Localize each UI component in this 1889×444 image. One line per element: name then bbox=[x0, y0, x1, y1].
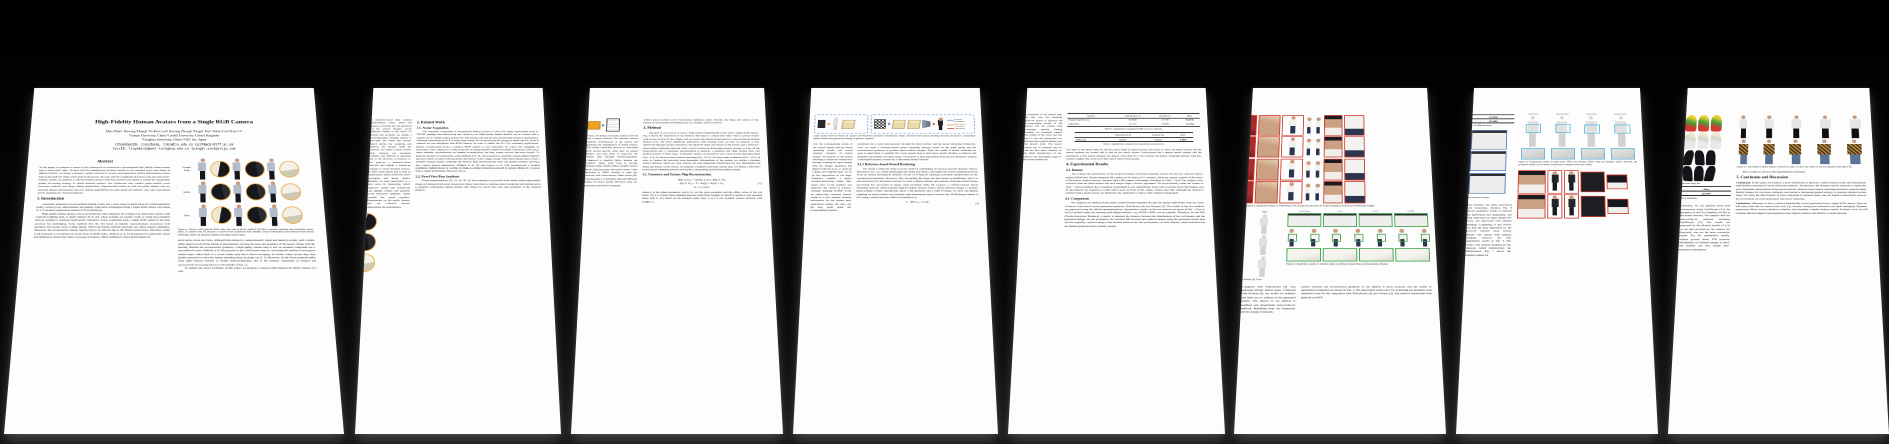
figure-thumb bbox=[1305, 117, 1313, 133]
table-1-header-videoavatar: VideoAvatar [4] bbox=[1124, 114, 1141, 118]
page-7-main-column bbox=[1516, 113, 1641, 257]
table-3-value-fragment: 15.1284 bbox=[1488, 119, 1498, 123]
equation-2 bbox=[856, 201, 979, 205]
figure-thumb bbox=[1287, 213, 1321, 227]
arrow-icon bbox=[932, 123, 935, 126]
figure-thumb bbox=[1246, 137, 1257, 158]
page-5-cut-column bbox=[1020, 113, 1063, 228]
pose-map-thumb bbox=[1684, 132, 1696, 149]
figure-thumb bbox=[1344, 137, 1365, 158]
mesh-figure bbox=[1256, 256, 1269, 277]
novel-view-pose-paragraph: Neural representations [22, 24, 26, 39, 41] have emerged as powerful tools which render high-quality images of humans from novel viewpoints. Many work tried to combine neural rendering with human priors to generate controllable human images and videos for novel view and pose synthesis of the captured subjects. bbox=[415, 179, 541, 192]
figure-thumb bbox=[1470, 151, 1507, 171]
table-2-caption: Table 2. Quantitative comparison of geometry reconstruction. bbox=[1103, 142, 1165, 146]
figure-6-ablation-grid bbox=[1286, 210, 1432, 281]
avatar-thumbnail bbox=[268, 204, 281, 227]
figure-thumb bbox=[1607, 199, 1629, 214]
neural-rendering-panel bbox=[871, 114, 976, 133]
figure-thumb bbox=[1331, 228, 1340, 247]
legend-label: Forward Propagation bbox=[954, 118, 965, 123]
figure-thumb bbox=[1359, 248, 1394, 262]
zoom-circle bbox=[245, 183, 266, 200]
avatar-acquisition-subheading: 2.1. Avatar Acquisition bbox=[416, 126, 449, 130]
zoom-circle bbox=[210, 161, 230, 178]
page-4-main-column bbox=[856, 143, 979, 212]
silhouette-row bbox=[1682, 166, 1731, 181]
figure-thumb bbox=[1279, 181, 1302, 203]
page-1-right-column bbox=[178, 157, 317, 273]
figure-thumb bbox=[1580, 148, 1604, 159]
figure-thumb bbox=[1324, 137, 1343, 158]
feature-cube bbox=[907, 120, 921, 129]
mesh-figure bbox=[832, 117, 840, 131]
avatar-thumbnail bbox=[1763, 115, 1775, 138]
figure-1-row-label: Ours bbox=[184, 213, 190, 217]
arrow-icon bbox=[602, 124, 605, 127]
page-2-cut-text: a reference-based fully textured high-fidelity avatar where the person is moving and the geometry of the person changes across different frames of the video. To handle this problem, we design a pose-dependent dynamic surface to decouple the shape and texture, which guides the rendering and relieves the burden. With the network, we obtain a sharp texture map. Textures are extremely complex and difficult to represent due to the diversity of textures, so we propose a reference-based network and exploit a bottom-up strategy to obtain detailed textures. It fuses observations and is used as supervision, which avoids the direct averaging and keeps details. Besides, we map supervision to a new space by sharpening, which improves clarity. Our framework can animate avatars and generate novel view/pose synthesis, which benefits the whole pipeline. Experiments on the public dataset and our collected dataset demonstrate the performance. bbox=[366, 118, 412, 209]
figure-thumb bbox=[1243, 181, 1254, 203]
pose-map-row-light bbox=[1684, 132, 1732, 149]
pose-map-thumb bbox=[1698, 115, 1710, 131]
page-3-main-column bbox=[642, 119, 763, 204]
page-2-cut-figure bbox=[364, 213, 410, 272]
figure-thumb bbox=[1304, 183, 1312, 201]
column-label: N-USM bbox=[1407, 210, 1415, 213]
figure-1-row-label: SOTA bbox=[183, 190, 191, 194]
dancer-silhouette bbox=[1694, 150, 1704, 165]
pose-map-thumb bbox=[1697, 132, 1709, 149]
figure-thumb bbox=[1581, 196, 1606, 217]
affiliation-line-1: ¹Tianjin University, China ²Cardiff University, United Kingdom bbox=[128, 133, 220, 138]
page-8[interactable] bbox=[1668, 88, 1889, 434]
page-7[interactable] bbox=[1456, 88, 1658, 434]
figure-1-caption: Figure 1. Given a self-captured RGB video, the state-of-the-art method [2] fails to produce seamless and reasonable texture maps. To address this, we propose a coarse-to-fine framework with dynamic surface deformation and reference-based neural rendering, which can generate seamless and sharp texture maps. bbox=[178, 227, 314, 237]
avatar-thumbnail bbox=[197, 181, 209, 203]
page-3-cut-figure bbox=[588, 119, 639, 132]
figure-thumb bbox=[1344, 158, 1365, 180]
column-label: Input Image bbox=[1299, 210, 1310, 213]
table-1-header-ours: Ours bbox=[1187, 114, 1192, 118]
zoom-circle bbox=[244, 161, 265, 178]
page-6[interactable] bbox=[1234, 88, 1446, 434]
page-4-paragraph-2: We obtain a relatively shape-accurate mesh by establishing an instance-specific dynamic surface function in Sec. 3.1, which disentangles the shape and texture, and makes the neural rendering network focus on texture information. Besides, we get a UV-map by adopting barycentric interpolation on the reconstructed geometry. However, only decoupling the shape and the texture is insufficient, and it is still non-trivial for the neural network to learn complex textures and patterns. Reference-based image processing has succeeded in image super-resolution [43]. We propose a reference-based neural rendering network, which transfers high-resolution textures from a given reference image, to produce photo-realistic results. Specifically, given a 3D geometry and a valid UV-map, we carry out bilinear sampling on neural texture and translate high-dimensional neural textures into RGB images similar to [41] using a neural network which is formulated as: bbox=[856, 167, 979, 199]
table-row: SelfieVideo 23.7101 16.3087 15.1284 bbox=[1067, 122, 1200, 126]
page-8-cut-text: Therefore, we can generate novel pose rasterization using StylePeople [11]; the geometry is used for sampling and fed to the neural network. We compare with the state-of-the-art methods including StylePeople [11]. The results are generated by the released models of [11] on our data provided by the authors. As illustrated, ours are the most reasonable results. For the quantitative results, without ground truths, FID between distributions of rendered images is used. Our method can also enable free-viewpoint rasterization. bbox=[1678, 204, 1731, 251]
avatar-thumbnail bbox=[1787, 139, 1804, 164]
avatar-thumbnail bbox=[1761, 139, 1776, 164]
zoom-circle bbox=[278, 161, 299, 178]
related-work-heading: 2. Related Work bbox=[416, 120, 445, 125]
table-1-header-dataset: Dataset bbox=[1087, 114, 1095, 118]
avatar-thumbnail bbox=[232, 181, 244, 203]
page-5[interactable] bbox=[1008, 88, 1225, 434]
table-4-header-fragment: Ours bbox=[1682, 188, 1731, 192]
table-1-caption: Table 1. Quantitative comparison (FID ↓) on two datasets. bbox=[1104, 127, 1163, 130]
comparison-paragraph: We compare our method on the public dataset People-Snapshot [4] and our dataset SelfieVideo with two state-of-the-art video-based avatar generation methods, VideoAvatar [4] and Octopus [2]. The results of the two methods are generated using the official implementations. Quantitative results on the two datasets are given in Tab 1. Due to lack of ground truths, the existing pixel-aligned metrics, e.g., PSNR, LPIPS, are not suitable. Therefore, we use FID (Fréchet Inception Distance), a metric to measure the distance between the distributions of the real images and the generated images, for our evaluation. We calculate FID between the rendered images using the generated texture map and the originally captured images. Our method achieves the best performance on both datasets, which indicates that our method generates more realistic results. bbox=[1064, 201, 1206, 228]
figure-4-comparison-grid bbox=[1246, 115, 1427, 207]
figure-1-row-sota bbox=[178, 181, 312, 203]
figure-thumb bbox=[1314, 139, 1322, 156]
avatar-thumbnail bbox=[231, 158, 243, 180]
avatar-thumbnail bbox=[267, 181, 280, 203]
figure-8 bbox=[1518, 113, 1637, 166]
table-2-header-ours: Ours bbox=[1180, 133, 1186, 137]
table-3-caption-fragment: y on different super- bbox=[1471, 124, 1493, 127]
figure-thumb bbox=[1395, 248, 1430, 262]
zoom-circle bbox=[364, 233, 377, 251]
figure-thumb bbox=[1287, 228, 1297, 247]
figure-thumb bbox=[1247, 115, 1257, 135]
figure-11-caption: Figure 11. The results of shape editing. From left to right, we show the results of person changing from thin to fat. bbox=[1736, 165, 1853, 169]
figure-thumb bbox=[1547, 170, 1562, 193]
email-line-2: {zzr18, liuyebin}@mail.tsinghua.edu.cn {yingdi.xie}@vrcjp.com bbox=[112, 146, 236, 151]
conclusion-bold-label: Conclusion. bbox=[1736, 181, 1751, 185]
mesh-figure bbox=[1583, 116, 1600, 148]
page-6-text-right: surface network, the reconstructed geometry of our method is more accurate, and the results of quantitative evaluation are shown in Tab. 2. We adopt mean vertex error for evaluating the geometry with registered scans for the comparison with VideoAvatar [4] and Octopus [2]. Our method outperforms both methods on MVE. bbox=[1300, 284, 1432, 300]
figure-thumb bbox=[1564, 170, 1579, 193]
figure-thumb bbox=[1244, 158, 1255, 180]
zoom-circle bbox=[210, 183, 231, 200]
figure-thumb bbox=[1314, 183, 1322, 201]
authors-line: Hao Zhao¹ Jinsong Zhang¹ Yu-Kun Lai² Zerong Zheng³ Yingdi Xie⁴ Yebin Liu³ Kun Li¹ bbox=[105, 129, 243, 133]
figure-thumb bbox=[1547, 194, 1562, 218]
conclusion-heading: 5. Conclusion and Discussion bbox=[1736, 176, 1789, 180]
limitations-paragraph: Limitations. Although we have achieved high-fidelity avatar generation from a single RGB camera, there are still some cases that we cannot solve well, e.g., dresses, wrong pose estimation and depth ambiguity. Dynamic appearance effects, such as shadows, wrinkles, and extremely complex textures remain. In future work, we will combine efficient implicit representations, like implicit surfaces and NeRFs, to break through. bbox=[1735, 201, 1868, 215]
method-paragraph: The goal of our work is to create a fully textured high-fidelity avatar from a single RGB camera. Fig. 2 shows the framework of our method. The input is a monocular video where a person rotates with A-pose in front of the camera, and we extract the human foreground by a state-of-the-art matting method [15]. The most significant differences with existing work are that we propose a self-supervised dynamic surface network to decouple the shape and texture of the person, and a reference-based neural rendering network with a novel bottom-up sharpening-guided strategy to fuse all the observations into a consistent representation to generate a seamless and sharp texture map. Our method consists of three steps: 1) dynamic surface reconstruction and coarse texture map generation (Sec. 3.1); 2) reference-based neural rendering (Sec. 3.2.1); 3) texture map refinement (Sec. 3.2.2). In order to capture the non-rigid pose-dependent deformations of the person, we design a dynamic surface function, which not only captures the pose-dependent deformation but also disentangles the shape and texture of the person. To generate a seamless and sharp texture map, we design a reference-based neural rendering network and exploit a sharpening-guided fine-tuning strategy. bbox=[642, 131, 761, 172]
offset-label: Static Offset bbox=[1586, 113, 1597, 116]
figure-thumb bbox=[1606, 174, 1627, 189]
figure-1 bbox=[178, 158, 313, 226]
figure-thumb bbox=[1344, 115, 1364, 135]
arrow-icon bbox=[888, 123, 891, 126]
figure-thumb bbox=[1521, 148, 1545, 159]
legend-line-red bbox=[947, 128, 954, 129]
geometry-texture-subheading: 3.1. Geometry and Texture Map Reconstruction bbox=[642, 173, 712, 177]
figure-2-caption: namic surface network which can capture pose-dependent geometric deformations. Right: reference-based neural rendering network and exploit a sharpening-guided texture map generation strategy to generate seamless bbox=[813, 134, 976, 140]
feature-cube bbox=[841, 120, 855, 129]
avatar-thumbnail bbox=[197, 158, 209, 180]
table-2-header-octopus: Octopus [2] bbox=[1151, 133, 1164, 137]
dancer-silhouette bbox=[1682, 150, 1695, 165]
neural-texture-block bbox=[874, 119, 886, 129]
figure-thumb bbox=[1323, 158, 1342, 180]
reference-rendering-subheading: 3.2.1 Reference-based Neural Rendering bbox=[857, 163, 915, 167]
zoom-circle bbox=[280, 183, 301, 200]
silhouette-row bbox=[1683, 150, 1732, 165]
mesh-figure bbox=[1554, 116, 1569, 148]
figure-thumb bbox=[1323, 181, 1342, 203]
figure-thumb bbox=[1256, 158, 1279, 180]
avatar-thumbnail bbox=[1847, 115, 1864, 138]
citation: [2] bbox=[1168, 114, 1172, 118]
figure-2-legend bbox=[947, 118, 972, 129]
figure-thumb bbox=[1610, 148, 1634, 159]
figure-thumb bbox=[1257, 137, 1280, 158]
avatar-thumbnail bbox=[197, 204, 209, 227]
figure-8-labels bbox=[1519, 113, 1634, 115]
legend-item bbox=[947, 123, 972, 127]
figure-1-row-ground-truth bbox=[178, 158, 310, 180]
figure-9-grid bbox=[1517, 170, 1640, 218]
pipeline-block bbox=[606, 119, 620, 132]
comparison-subheading: 4.2. Comparison bbox=[1065, 197, 1090, 201]
table-row: People-Snapshot [4] 39.5940 27.7767 26.4135 bbox=[1068, 118, 1194, 122]
figure-6-column-labels bbox=[1288, 210, 1428, 212]
experiments-heading: 4. Experimental Results bbox=[1066, 162, 1109, 167]
page-8-main-column bbox=[1735, 114, 1870, 251]
paper-title: High-Fidelity Human Avatars from a Single RGB Camera bbox=[94, 118, 254, 125]
page-2-main-column bbox=[413, 119, 545, 272]
mesh-figure bbox=[1258, 214, 1270, 234]
pipeline-block bbox=[588, 121, 601, 129]
legend-item bbox=[947, 128, 972, 130]
figure-thumb bbox=[1315, 117, 1323, 133]
page-1-left-column bbox=[31, 157, 170, 273]
dataset-paragraph: We evaluate the performance of the proposed method on People-Snapshot dataset [4] and our collected dataset named SelfieVideo. People-Snapshot [4] consists of 24 videos of 11 subjects, while our dataset consists of 80 videos of 80 diverse clothed persons, captured with a HD-camera with image resolution of 2160 × 1216. The subjects were collected from the talent market and each subject signs a license agreement. We proportionally resize the frames to 1024 × 1024 resolution due to memory requirement in our experiments. Each video contains about 300 frames, and all the subjects are required to rotate with A-pose in front of the camera. Please note that, although the dataset is captured with a green screen, our method is also applicable to videos with ordinary backgrounds. bbox=[1065, 172, 1204, 195]
figure-thumb bbox=[1309, 228, 1318, 247]
figure-7-jacket-column bbox=[1469, 130, 1514, 194]
limitations-bold-label: Limitations. bbox=[1735, 201, 1752, 205]
page-3[interactable] bbox=[571, 88, 783, 434]
equation-1-number: (1) bbox=[758, 181, 762, 185]
avatar-thumbnail bbox=[233, 204, 245, 227]
table-2 bbox=[1075, 132, 1193, 142]
figure-2-pipeline bbox=[814, 114, 976, 139]
pose-map-row bbox=[1685, 115, 1733, 131]
mesh-figure bbox=[1613, 116, 1630, 148]
equation-1 bbox=[642, 178, 762, 189]
figure-thumb bbox=[1323, 248, 1358, 262]
figure-thumb bbox=[1469, 173, 1506, 194]
figure-thumb bbox=[1304, 161, 1312, 178]
column-label: Local bbox=[1337, 210, 1343, 213]
dataset-subheading: 4.1. Dataset bbox=[1065, 168, 1083, 172]
pose-map-thumb bbox=[1685, 115, 1697, 131]
page-5-cut-text: coordinates of the texture map. In this way, the rendering network learns to generate the corresponding details of the person and the texture map converges quickly. During training, we randomly sample the frames of the video and use the L1 loss and perceptual loss between the rendered images and the ground truth. The neural texture has 16 channels and we take the first three channels as the RGB initialization of the map for the fine-tuning stage of the whole framework. bbox=[1023, 113, 1063, 162]
page-2[interactable] bbox=[355, 88, 561, 434]
email-line-1: {zhaohao120, jinszhang, lik}@tju.edu.cn LaiY4@cardiff.ac.uk bbox=[114, 142, 234, 146]
pose-map-thumb bbox=[1711, 115, 1723, 131]
figure-thumb bbox=[1551, 148, 1575, 159]
page-4[interactable] bbox=[793, 88, 998, 434]
zoom-circle bbox=[364, 213, 378, 231]
dancer-silhouette bbox=[1706, 150, 1716, 165]
intro-paragraph-1: Automatic generation of personalized human avatars has a wide range of applications in virtual/augmented reality, virtual try-on, entertainment and gaming. Especially technologies using a single RGB camera will enable To C (customer) applications instead of To B (business). bbox=[35, 202, 171, 212]
figure-5-caption-fragment: oAvatar [4], Octo- bbox=[1242, 277, 1263, 282]
table-1 bbox=[1067, 113, 1200, 126]
table-row: MVE (cm) 5.8103 6.5244 4.4547 bbox=[1075, 137, 1193, 142]
figure-thumb bbox=[1420, 228, 1430, 247]
figure-thumb bbox=[1255, 181, 1279, 203]
page-1-col2-paragraph-2: To address the above problems, in this paper, we propose a coarse-to-fine framework which consists of a self- bbox=[178, 266, 317, 274]
figure-thumb bbox=[1353, 228, 1362, 247]
figure-thumb bbox=[1359, 213, 1393, 227]
figure-thumb bbox=[1282, 115, 1304, 135]
mesh-figure bbox=[1525, 116, 1541, 148]
figure-thumb bbox=[1394, 213, 1428, 227]
method-paragraph-2: where β is the shape parameter, and θ, D₀ are the pose parameter and the offset vector of the i-th frame. W(·) is a linear blend skinning function with blend weights W which is applied to the morphed shape T(β, θ, D₀) based on the skeleton joints J(β). f_ω(·) is our dynamic surface network with weights ω. bbox=[641, 190, 763, 204]
figure-11-shape-editing bbox=[1737, 115, 1866, 168]
figure-thumb bbox=[1344, 181, 1365, 203]
page-1[interactable] bbox=[4, 88, 344, 434]
page-1-col2-paragraph-1: each vertex across the video. Although this method is computationally cheap and memory-saving, such a single offset shared across all the frames is unreasonable, because the pose and geometry of the person change with the moving. Besides the reconstructed geometry, a high-quality texture map is also an essential component for a personalized avatar. Alldieck et al. [4] proposed to get a full texture map by calculating the median of unwrapped texture maps, which leads to a coarse texture map due to direct averaging. To obtain a sharp texture map, they further proposed to solve the texture stitching based on graph cut [2, 3]. However, all the above methods suffer from either blurred textures or texture artifacts/mistakes, due to the intrinsic complexity of textures and unreasonable processing (shown in the middle of Fig. 1). bbox=[178, 238, 317, 266]
page-3-cut-text: avatar, we design a dynamic surface network and a neural renderer. The dynamic surface captures deformations of the person and generates the initialization of neural texture. The neural rendering network is fine-tuned with several epochs. After that, we render images and take them to supervise the texture map through back-propagation. Compared to implicit fields, meshes are compact. Many work tried to recover humans using a multi-camera system. Neural Body [29] proposed structured latent codes anchored to SMPL vertices to infer the network with observations. Other works [28, 34] proposed a consistency between different frames for better results. However, they are expensive and hard to maintain. bbox=[584, 134, 639, 187]
avatar-thumbnail bbox=[265, 158, 277, 180]
figure-thumb bbox=[1564, 194, 1579, 218]
figure-caption-fragment: persons using the bbox=[1682, 181, 1701, 185]
legend-line-blue bbox=[947, 120, 954, 121]
figure-thumb bbox=[1518, 170, 1546, 193]
legend-line-orange bbox=[947, 125, 954, 126]
avatar-thumbnail bbox=[1737, 115, 1748, 138]
equation-1-line-2: T(β, θ, D₀) = T̄ + Bₛ(β) + Bₚ(θ) + D₀, bbox=[679, 181, 725, 185]
table-3-fragment bbox=[1472, 114, 1514, 123]
legend-label: Data Copy in Generation bbox=[954, 122, 966, 128]
arrow-icon bbox=[827, 123, 830, 126]
figure-thumb bbox=[1517, 194, 1546, 218]
figure-thumb bbox=[1397, 228, 1407, 247]
figure-thumb bbox=[1280, 158, 1303, 180]
equation-2-number: (2) bbox=[975, 201, 979, 205]
figure-thumb bbox=[1323, 213, 1357, 227]
table-4-fragment bbox=[1682, 186, 1731, 196]
page-2-cut-column bbox=[364, 119, 412, 272]
conclusion-paragraph: Conclusion. In this paper, we propose a novel framework to generate a fully-textured avatar and demonstrate high-fidelity rendering for novel view/pose synthesis. We introduce the dynamic surface network to capture the pose-dependent deformations of the person and the reference-based neural rendering network to generate high-fidelity images for view/pose synthesis, and exploit a sharpening-guided strategy to generate detailed texture maps. We study the effectiveness of each component in ablation study, and our method outperforms state-of-the-art methods on avatar generation and neural rendering. bbox=[1735, 181, 1867, 201]
figure-thumb bbox=[1324, 115, 1343, 135]
citation: [4] bbox=[1137, 114, 1141, 118]
figure-thumb bbox=[1314, 161, 1322, 178]
equation-2-line: I = R(T, Iₛₘ, I_ref), bbox=[905, 200, 930, 204]
page-3-cut-column bbox=[584, 119, 639, 204]
more-results-line: More results are given in the supplementary materials. bbox=[1742, 170, 1806, 174]
rendered-person bbox=[937, 117, 945, 131]
figure-1-row-label: Ground Truth bbox=[182, 166, 191, 172]
zoom-circle bbox=[281, 207, 303, 224]
figure-7-caption-fragment: on reference branch bbox=[1468, 195, 1489, 199]
figure-5-ours-label: Ours bbox=[1262, 210, 1268, 214]
figure-thumb bbox=[1258, 115, 1281, 135]
figure-4-caption: Figure 4. Qualitative results of VideoAvatar [4], Octopus [2] and ours on People-Snapshot [4] (left) and SelfieVideo (right). bbox=[1246, 203, 1375, 207]
avatar-thumbnail bbox=[1815, 139, 1834, 164]
method-heading: 3. Method bbox=[643, 126, 661, 131]
avatar-thumbnail bbox=[1737, 139, 1750, 164]
avatar-thumbnail bbox=[1790, 115, 1804, 138]
figure-thumb bbox=[1580, 171, 1605, 191]
related-work-paragraph: The automatic acquisition of personalized human avatars is critical for many applications such as VR/AR, gaming, teleconferencing and virtual try-on. High-quality human models can be created with a scanner [1] or a multi-camera system [37, 38], but the cost and the size prevent their practical applications. Although some methods [8, 47] obtain high-quality 3D reconstruction by relying on depth sensors, RGB-D cameras are less ubiquitous than RGB cameras. In order to enable the To C (to customer) applications, human reconstruction from a common RGB camera is very important. To reduce the ambiguity in monocular cases, Zheng et al. [46] proposed an image-guided volume-to-volume translation CNN and a dense semantic representation for human reconstruction, but they cannot recover fine-scale details. To generate detailed reconstruction, some methods [33, 36, 45] proposed to establish a pixel-aligned implicit function which can infer both geometry and texture from a single image. They learn human priors from a synthetic human dataset. Although the implicit field representations used can handle arbitrary topology, they cannot support animations. Alldieck et al. [5] and Lazova et al. [18] reconstructed a detailed parametric human model by solving an image-to-image translation problem to regress offsets in UV-space from a single RGB image. However, the re- bbox=[415, 130, 541, 173]
dancer-silhouette bbox=[1703, 166, 1716, 181]
page-4-cut-text: low the corresponding pixels of the warped image with the neural rendering results and neural renderer channels of neural texture. We propose to use neural rendering to refine the texture map through warping the input images with the images generated and aligned with the pose, to generate a sharp and complete map. To set up the supervision in the high-frequency domain, a sparse gradient-preserving image filter keeps areas of the gradient and improves the clarity of textures. Unsharp masking (USM) works by subtracting Gaussian blurred results to a new domain, keeping information by the texture map supervision results. We carry out the map again using the corresponding position. bbox=[810, 142, 853, 212]
introduction-heading: 1. Introduction bbox=[36, 197, 65, 201]
pose-map-thumb bbox=[1710, 132, 1722, 149]
figure-6-caption: Figure 6. Qualitative results of ablation study on different supervision and sharpening schemes. bbox=[1286, 262, 1389, 266]
dancer-silhouette bbox=[1694, 166, 1704, 181]
input-image-block bbox=[818, 120, 826, 128]
figure-thumb bbox=[1286, 248, 1321, 262]
abstract-text: In this paper, we propose a coarse-to-fine framework to reconstruct a personalized high-fidelity human avatar from a monocular video. To deal with the misalignment problem caused by the changed poses and shapes in different frames, we design a dynamic surface network to recover pose-dependent surface deformations, which help to decouple the shape and texture of the person. To cope with the complexity of textures and generate photo-realistic results, we propose a reference-based neural rendering network and exploit a bottom-up sharpening-guided fine-tuning strategy to obtain detailed textures. Our framework also enables photo-realistic novel view/pose synthesis and shape editing applications. Experimental results on both the public dataset and our collected dataset demonstrate that our method outperforms the state-of-the-art methods. The code and dataset will be available for research purposes. bbox=[37, 165, 171, 195]
dancer-silhouette bbox=[1682, 165, 1692, 181]
figure-1-row-ours bbox=[178, 204, 313, 227]
dynamic-surface-network-panel bbox=[814, 114, 868, 133]
figure-8-caption: Figure 8. Comparison results of using static offset and dynamic offset. With the dynamic surface network, the geometric details can be better reconstructed compared with static offset. bbox=[1518, 160, 1638, 166]
page-4-cut-column bbox=[810, 143, 853, 212]
page-5-main-column bbox=[1064, 113, 1205, 228]
avatar-thumbnail bbox=[1818, 115, 1833, 138]
table-4-caption-fragment: view synthesis. bbox=[1681, 196, 1698, 200]
offset-label: Dynamic Offset bbox=[1556, 113, 1570, 116]
figure-thumb bbox=[1471, 130, 1507, 149]
feature-cube bbox=[892, 120, 906, 129]
offset-label: Static Offset bbox=[1528, 113, 1539, 116]
table-4-value-fragment: 28.1964 bbox=[1701, 192, 1711, 196]
table-3-header-fragment: N-USM bbox=[1472, 116, 1514, 120]
zoom-circle bbox=[364, 253, 376, 271]
novel-view-pose-subheading: 2.2. Novel View/Pose Synthesis bbox=[415, 175, 460, 179]
zoom-circle bbox=[246, 207, 267, 224]
page-8-cut-column bbox=[1678, 114, 1733, 251]
figure-thumb bbox=[1305, 139, 1313, 156]
figure-thumb bbox=[1375, 228, 1384, 247]
zoom-circle bbox=[211, 207, 232, 224]
table-1-header-octopus: Octopus [2] bbox=[1159, 114, 1172, 118]
offset-label: Dynamic Offset bbox=[1614, 113, 1628, 116]
page-7-cut-text: ing Schemes. We study supervision and sharpening schemes. Fig. 6 shows qualitative results of ablation on supervision and sharpening. The map supervised by input images (N-noS), and supervised with unsharp masking. Comparing S and N-noS, we find the map supervised by the network contains more texture details. The texture with unsharp masking achieves the best quantitative results in Tab. 3. The results with unsharp masking are the sharpest, which demonstrates the effectiveness. Fig. 7 shows the training scheme for bbox=[1465, 203, 1513, 257]
table-2-header-videoavatar: VideoAvatar [4] bbox=[1114, 133, 1131, 137]
page-4-paragraph-1: servations into a joint representation through the neural texture and the neural rendering framework. First, we learn a reference-based neural rendering network based on the input image and the reconstructed geometry to produce photo-realistic images. Then, the results of neural rendering are used as supervision to optimize the coarse texture map to have more details. Besides, to improve the sharpness and fidelity of texture maps, we propose to map supervision from the low-frequency domain to the high-frequency domain by a sharpening kernel function. bbox=[857, 142, 977, 161]
abstract-heading: Abstract bbox=[96, 160, 114, 164]
figure-thumb bbox=[1281, 137, 1304, 158]
legend-item bbox=[947, 118, 972, 122]
column-label: N-noS bbox=[1372, 210, 1379, 213]
intro-paragraph-2: High-quality human models can be reconstructed with expensive 3D scanners [1], multi-view studios with controlled lighting [10], or depth cameras [6, 8, 47]. These systems are usually costly or using non-consumer devices, leading to restricted applications. Therefore, avatar acquisition from a single RGB camera is the most practical but challenging. Some methods [33, 36, 45] based on implicit representations reconstruct both geometry and texture from a single image, which can handle arbitrary topology but cannot support animation. Moreover, the reconstructed unseen regions tend to be smooth due to the limited observation. Therefore, many work proposed to reconstruct an avatar from an RGB video. Alldieck et al. [2-4] proposed to generalize visual hull methods to monocular videos of people in motion, which optimized a fixed displacement for bbox=[33, 212, 171, 239]
mesh-figure bbox=[1257, 235, 1270, 255]
avatar-thumbnail bbox=[1844, 139, 1865, 164]
equation-1-line-1: M(β, θ, D₀) = W(T(β, θ, D₀), J(β), θ, W), bbox=[677, 177, 726, 181]
equation-1-line-3: D₀ = f_ω(θ₀), bbox=[693, 185, 711, 189]
page-6-text-left: Compared with VideoAvatar [4], ours generates sharper texture maps. Compared with Octopus [2], our results are seamless and there are no artifacts in the generated texture. The texture of our method is seamless and outperforms state-of-the-art methods. Benefiting from our framework and the design of dynamic bbox=[1240, 284, 1296, 314]
page-5-paragraph-0: ture map as the initial value for the first three layers of neural texture and freeze it. Then, the neural texture and the neural renderer are trained end to end on the whole dataset. Each person has a unique neural texture, and the parameters of the neural renderer are shared. Note that, for a new person, the neural rendering network with pre-trained weights only needs to be fine-tuned with several epochs. bbox=[1066, 148, 1202, 161]
legend-label: Supervision bbox=[954, 127, 965, 130]
affiliation-line-2: ³Tsinghua University, China ⁴VRC Inc, Japan bbox=[141, 137, 207, 142]
method-lead-paragraph: achieve photo-realistic novel view/motion synthesis results. Besides, the shape and texture of the person are disentangled benefiting from our dynamic surface network. bbox=[643, 118, 759, 125]
figure-5-mesh-column bbox=[1242, 210, 1283, 281]
encoder-block bbox=[922, 120, 931, 129]
page-7-cut-column bbox=[1465, 113, 1514, 257]
